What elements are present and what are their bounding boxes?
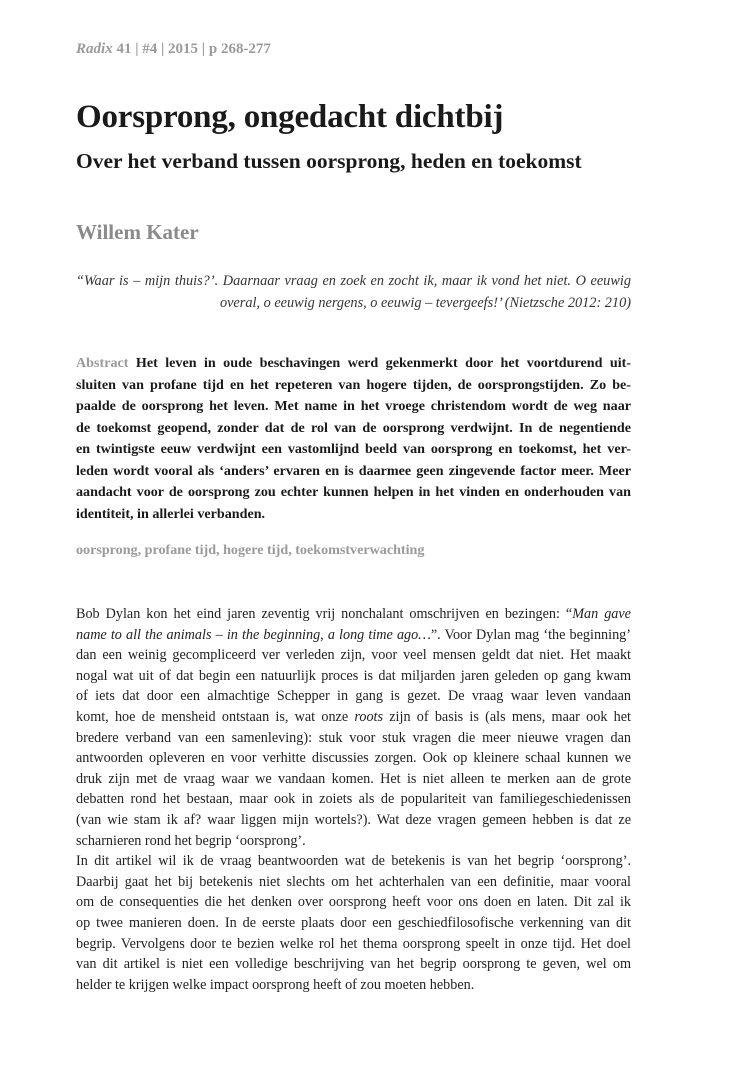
abstract-label: Abstract (76, 355, 129, 371)
author-name: Willem Kater (76, 220, 199, 244)
body-line: komt, hoe de mensheid ontstaan is, wat onze roots zijn of basis is (als mens, maar ook het (76, 708, 631, 725)
abstract (76, 353, 631, 525)
abstract-line: aandacht voor de oorsprong zou echter kunnen helpen in het vinden en onderhouden van (76, 484, 631, 500)
running-head (76, 41, 271, 58)
epigraph (76, 270, 631, 314)
body-text (76, 604, 631, 995)
song-quote: name to all the animals – in the beginning, a long time ago… (76, 626, 431, 643)
body-line: om de consequenties die het denken over oorsprong heeft voor ons doen en laten. Dit zal ik (76, 894, 631, 911)
body-line: name to all the animals – in the beginning, a long time ago…”. Voor Dylan mag ‘the beginning’ (76, 626, 631, 643)
body-line: helder te krijgen welke impact oorsprong heeft of zou moeten hebben. (76, 976, 475, 993)
abstract-line: de toekomst geopend, zonder dat de rol van de oorsprong verdwijnt. In de negentiende (76, 419, 631, 436)
epigraph-line: “Waar is – mijn thuis?’. Daarnaar vraag en zoek en zocht ik, maar ik vond het niet. O eeuwig (76, 273, 631, 289)
article-subtitle: Over het verband tussen oorsprong, heden en toekomst (76, 149, 582, 173)
journal-name: Radix (76, 41, 113, 57)
body-line: In dit artikel wil ik de vraag beantwoorden wat de betekenis is van het begrip ‘oorsprong’. (76, 853, 631, 870)
abstract-line: paalde de oorsprong het leven. Met name in het vroege christendom wordt de weg naar (76, 398, 631, 414)
body-line: Daarbij gaat het bij betekenis niet slechts om het achterhalen van een definitie, maar vooral (76, 873, 631, 890)
body-line: van dit artikel is niet een volledige beschrijving van het begrip oorsprong te geven, wel om (76, 956, 631, 973)
abstract-line: en twintigste eeuw verdwijnt een vastomlijnd beeld van oorsprong en toekomst, het ver- (76, 441, 631, 457)
song-quote: Man gave (572, 606, 631, 622)
citation: 41 | #4 | 2015 | p 268-277 (112, 41, 271, 57)
epigraph-line: overal, o eeuwig nergens, o eeuwig – tevergeefs!’ (Nietzsche 2012: 210) (219, 295, 631, 311)
body-line: Bob Dylan kon het eind jaren zeventig vrij nonchalant omschrijven en bezingen: “Man gave (76, 606, 631, 622)
body-line: scharnieren rond het begrip ‘oorsprong’. (76, 832, 306, 849)
abstract-line: leden wordt vooral als ‘anders’ ervaren en is daarmee geen zingevende factor meer. Meer (76, 462, 631, 479)
body-line: debatten rond het bestaan, maar ook in zoiets als de populariteit van familiegeschiedenissen (76, 791, 631, 808)
body-line: (van wie stam ik af? waar liggen mijn wortels?). Wat deze vragen gemeen hebben is dat ze (76, 811, 631, 828)
body-line: begrip. Vervolgens door te bezien welke rol het thema oorsprong speelt in onze tijd. Het doel (76, 935, 631, 952)
body-line: op twee manieren doen. In de eerste plaats door een geschiedfilosofische verkenning van dit (76, 914, 631, 931)
keywords: oorsprong, profane tijd, hogere tijd, toekomstverwachting (76, 542, 425, 558)
body-line: of iets dat door een almachtige Schepper in gang is gezet. De vraag waar leven vandaan (76, 688, 631, 705)
body-line: antwoorden opleveren en voor verhitte discussies zorgen. Ook op kleinere schaal kunnen we (76, 750, 631, 767)
abstract-line: identiteit, in allerlei verbanden. (76, 505, 266, 522)
abstract-line: Abstract Het leven in oude beschavingen werd gekenmerkt door het voortdurend uit- (76, 355, 631, 371)
body-line: dan een weinig gecompliceerd ver verleden zijn, voor veel mensen geldt dat niet. Het maakt (76, 647, 631, 664)
article-title: Oorsprong, ongedacht dichtbij (76, 99, 504, 135)
body-line: nogal wat uit of dat begin een natuurlijk proces is dat miljarden jaren geleden op gang kwam (76, 667, 631, 684)
body-line: druk zijn met de vraag waar we vandaan komen. Het is niet alleen te merken aan de grote (76, 770, 631, 787)
abstract-line: sluiten van profane tijd en het repeteren van hogere tijden, de oorsprongstijden. Zo be- (76, 376, 631, 393)
emphasis: roots (354, 708, 384, 725)
body-line: bredere verband van een samenleving): stuk voor stuk vragen die meer nieuwe vragen dan (76, 729, 631, 746)
